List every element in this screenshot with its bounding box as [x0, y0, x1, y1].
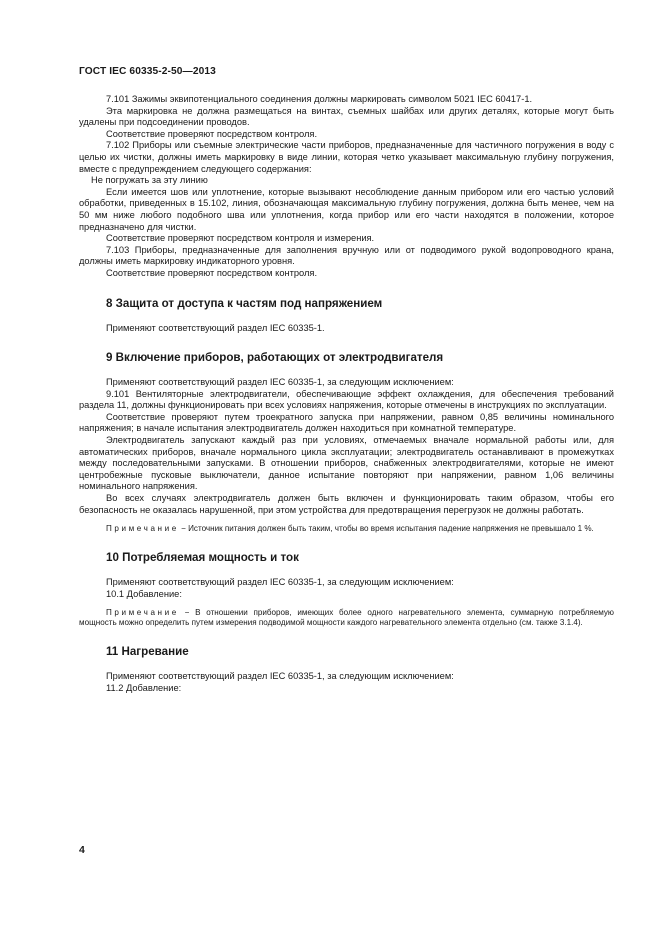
paragraph-7-103: 7.103 Приборы, предназначенные для заполнения вручную или от подводимого рукой водопроводного крана, должны иметь маркировку индикаторного уровня.: [79, 244, 614, 267]
paragraph: Соответствие проверяют посредством контроля.: [106, 128, 318, 139]
note-9: [79, 524, 614, 534]
warning-text: Не погружать за эту линию: [91, 175, 208, 186]
paragraph: Применяют соответствующий раздел IEC 60335-1, за следующим исключением:: [106, 377, 454, 388]
section-heading-8: 8 Защита от доступа к частям под напряжением: [106, 296, 383, 310]
paragraph: Соответствие проверяют посредством контроля.: [106, 267, 318, 278]
note-label: Примечание: [106, 608, 179, 618]
paragraph: Эта маркировка не должна размещаться на винтах, съемных шайбах или других деталях, которые могут быть удалены при подсоединении проводов.: [79, 105, 614, 128]
paragraph: Во всех случаях электродвигатель должен быть включен и функционировать таким образом, чтобы его безопасность не оказалась нарушенной, при этом устройства для предотвращения перегрузок не должны работать.: [79, 493, 614, 515]
section-heading-9: 9 Включение приборов, работающих от электродвигателя: [106, 351, 444, 365]
note-label: Примечание: [106, 524, 179, 534]
paragraph: Электродвигатель запускают каждый раз при условиях, отмечаемых вначале нормальной работы или, для автоматических приборов, вначале нормального цикла эксплуатации; электродвигатель останавливают в промежутках между последовательными запусками. В отношении приборов, снабженных электродвигателями, которые не имеют центробежные пусковые выключатели, данное испытание повторяют при напряжении, равном 1,06 величины номинального напряжения.: [79, 435, 614, 492]
paragraph-7-102: 7.102 Приборы или съемные электрические части приборов, предназначенные для частичного погружения в воду с целью их чистки, должны иметь маркировку в виде линии, которая четко указывает максимальную глубину погружения, вместе с предупреждением следующего содержания:: [79, 140, 614, 174]
document-header: ГОСТ IEC 60335-2-50—2013: [79, 66, 216, 77]
paragraph: Применяют соответствующий раздел IEC 60335-1, за следующим исключением:: [106, 577, 454, 588]
paragraph: Если имеется шов или уплотнение, которые вызывают несоблюдение данным прибором или его частью условий обработки, приведенных в 15.102, линия, обозначающая максимальную глубину погружения, должна быть менее, чем на 50 мм ниже любого подобного шва или уплотнения, когда прибор или его части находятся в положении, которое предназначено для чистки.: [79, 186, 614, 232]
note-text: − В отношении приборов, имеющих более одного нагревательного элемента, суммарную потребляемую мощность можно определить путем измерения подводимой мощности каждого нагревательного элемента отдельно (см. также 3.1.4).: [79, 608, 614, 628]
paragraph: Соответствие проверяют путем троекратного запуска при напряжении, равном 0,85 величины номинального напряжения; в начале испытания электродвигатель должен находиться при комнатной температуре.: [79, 411, 614, 434]
page-number: 4: [79, 844, 85, 856]
section-heading-10: 10 Потребляемая мощность и ток: [106, 551, 299, 565]
note-text: − Источник питания должен быть таким, чтобы во время испытания падение напряжения не превышало 1 %.: [178, 524, 594, 534]
paragraph-10-1: 10.1 Добавление:: [106, 588, 182, 599]
paragraph-11-2: 11.2 Добавление:: [106, 683, 182, 693]
paragraph: Применяют соответствующий раздел IEC 60335-1, за следующим исключением:: [106, 671, 454, 682]
paragraph-9-101: 9.101 Вентиляторные электродвигатели, обеспечивающие эффект охлаждения, для обеспечения требований раздела 11, должны функционировать при всех условиях напряжения, которые отмечены в инструкциях по эксплуатации.: [79, 388, 614, 411]
note-10: [79, 608, 614, 628]
section-heading-11: 11 Нагревание: [106, 645, 189, 659]
paragraph: Соответствие проверяют посредством контроля и измерения.: [106, 233, 375, 244]
page-body: [79, 94, 614, 695]
paragraph: Применяют соответствующий раздел IEC 60335-1.: [106, 322, 325, 333]
paragraph-7-101: 7.101 Зажимы эквипотенциального соединения должны маркировать символом 5021 IEC 60417-1.: [106, 94, 533, 104]
